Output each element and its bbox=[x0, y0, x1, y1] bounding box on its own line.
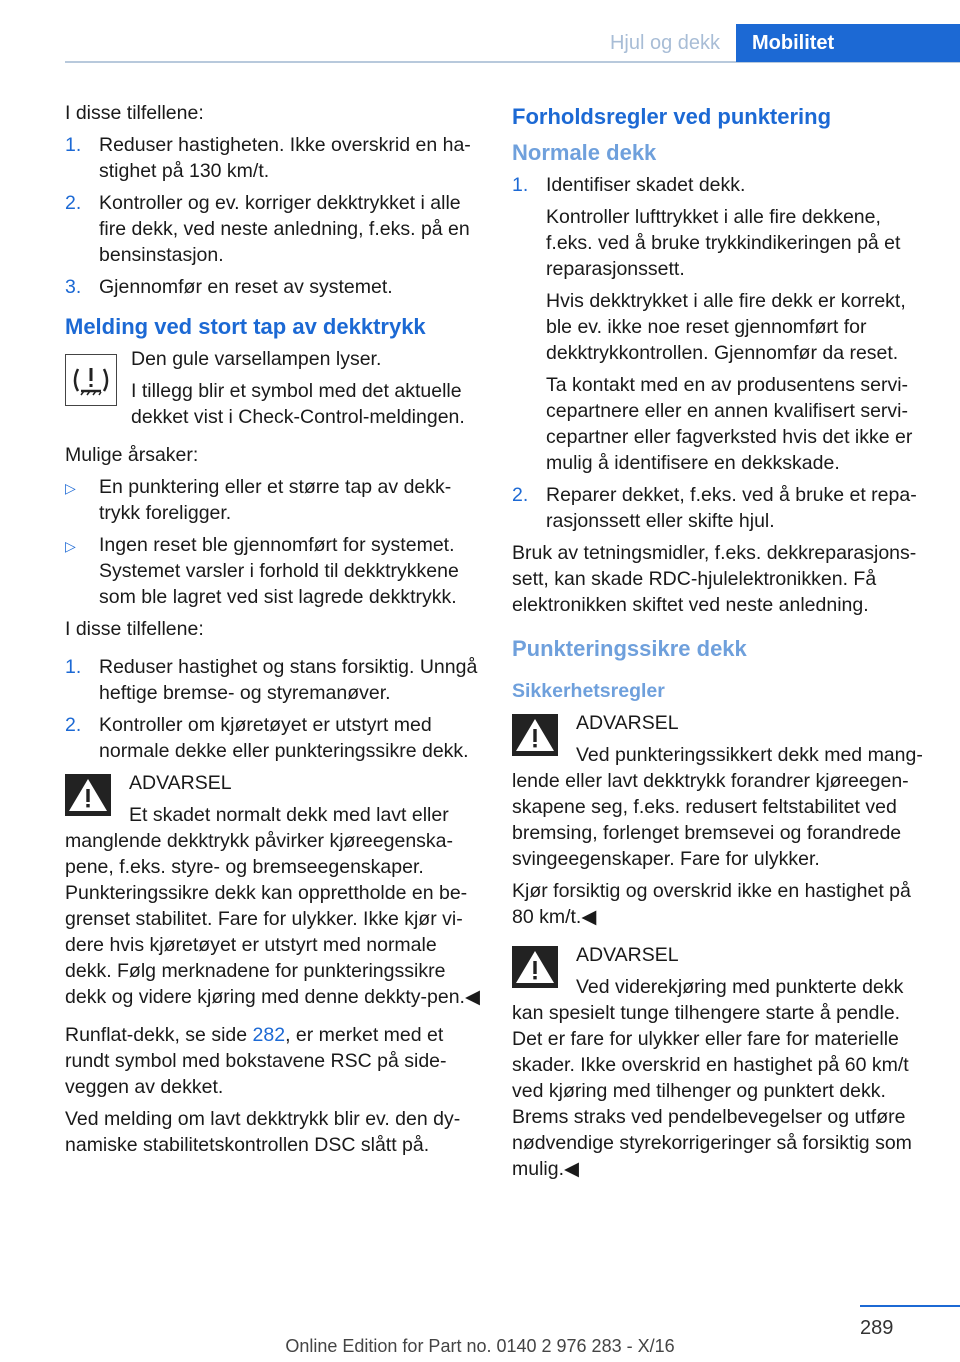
warning-triangle-icon bbox=[65, 774, 111, 816]
repair-steps bbox=[512, 172, 932, 198]
section-heading: Forholdsregler ved punktering bbox=[512, 104, 832, 129]
step-detail: Hvis dekktrykket i alle fire dekk er korrekt, ble ev. ikke noe reset gjennomført for dekktrykkontrollen. Gjennomfør da reset. bbox=[546, 290, 906, 364]
section-heading: Punkteringssikre dekk bbox=[512, 636, 747, 661]
warning-text: Kjør forsiktig og overskrid ikke en hastighet på 80 km/t.◀ bbox=[512, 880, 911, 928]
left-column bbox=[65, 100, 480, 1164]
dsc-text: Ved melding om lavt dekktrykk blir ev. den dy‐namiske stabilitetskontrollen DSC slått på. bbox=[65, 1108, 461, 1156]
repair-steps bbox=[512, 482, 932, 534]
action-list bbox=[65, 132, 480, 300]
warning-text: Ved punkteringssikkert dekk med mang‐lende eller lavt dekktrykk forandrer kjøreegen‐skapene seg, f.eks. redusert feltstabilitet ved bremsing, forlenget bremsevei og forandrede svingeegenskaper. Fare for ulykker. bbox=[512, 744, 923, 870]
causes-list bbox=[65, 474, 480, 610]
tire-pressure-warning-icon bbox=[65, 354, 117, 406]
warning-label: ADVARSEL bbox=[129, 772, 232, 794]
warning-triangle-icon bbox=[512, 714, 558, 756]
warning-block bbox=[512, 942, 932, 1182]
lamp-text: Den gule varsellampen lyser. bbox=[131, 348, 382, 370]
lamp-block bbox=[65, 346, 480, 430]
page-number-rule bbox=[860, 1305, 960, 1307]
warning-block bbox=[512, 710, 932, 930]
causes-label: Mulige årsaker: bbox=[65, 444, 199, 466]
list-item: ▷ En punktering eller et større tap av dekk‐trykk foreligger. bbox=[65, 476, 452, 524]
step-detail: Ta kontakt med en av produsentens servi‐cepartnere eller en annen kvalifisert servi‐cepartner eller fagverksted hvis det ikke er mulig å identifisere en dekkskade. bbox=[546, 374, 913, 474]
section-heading: Melding ved stort tap av dekktrykk bbox=[65, 314, 426, 339]
page-number: 289 bbox=[860, 1317, 894, 1339]
right-column bbox=[512, 100, 932, 1194]
subsection-heading: Normale dekk bbox=[512, 140, 657, 165]
list-item: 3. Gjennomfør en reset av systemet. bbox=[65, 276, 393, 298]
warning-text: Et skadet normalt dekk med lavt eller manglende dekktrykk påvirker kjøreegenska‐pene, f.eks. styre- og bremseegenskaper. Punkteringssikre dekk kan opprettholde en be‐grenset stabilitet. Fare for ulykker. Ikke kjør vi‐dere hvis kjøretøyet er utstyrt med normale dekk. Følg merknadene for punkteringssikre dekk og videre kjøring med denne dekkty‐pen.◀ bbox=[65, 804, 480, 1008]
warning-triangle-icon bbox=[512, 946, 558, 988]
list-item: 1. Identifiser skadet dekk. bbox=[512, 174, 746, 196]
list-item: 2. Kontroller og ev. korriger dekktrykket i alle fire dekk, ved neste anledning, f.eks. på en bensinstasjon. bbox=[65, 192, 470, 266]
step-detail: Kontroller lufttrykket i alle fire dekkene, f.eks. ved å bruke trykkindikeringen på et reparasjonssett. bbox=[546, 206, 901, 280]
edition-footer: Online Edition for Part no. 0140 2 976 283 - X/16 bbox=[285, 1336, 675, 1356]
warning-block bbox=[65, 770, 480, 1010]
bullet-icon: ▷ bbox=[65, 480, 76, 496]
list-item: 1. Reduser hastigheten. Ikke overskrid en ha‐stighet på 130 km/t. bbox=[65, 134, 471, 182]
intro-text: I disse tilfellene: bbox=[65, 618, 204, 640]
section-tab[interactable]: Hjul og dekk bbox=[609, 31, 720, 54]
page-link[interactable]: 282 bbox=[252, 1024, 286, 1046]
chapter-tab[interactable]: Mobilitet bbox=[736, 24, 960, 62]
list-item: 2. Kontroller om kjøretøyet er utstyrt med normale dekke eller punkteringssikre dekk. bbox=[65, 714, 469, 762]
warning-label: ADVARSEL bbox=[576, 712, 679, 734]
action-list bbox=[65, 654, 480, 764]
subsection-heading: Sikkerhetsregler bbox=[512, 680, 665, 702]
warning-text: Ved viderekjøring med punkterte dekk kan spesielt tunge tilhengere starte å pendle. Det er fare for ulykker eller fare for materielle skader. Ikke overskrid en hastighet på 60 km/t ved kjøring med tilhenger og punktert dekk. Brems straks ved pendelbevegelser og utføre nødvendige styrekorrigeringer så forsiktig som mulig.◀ bbox=[512, 976, 912, 1180]
list-item: ▷ Ingen reset ble gjennomført for systemet. Systemet varsler i forhold til dekktrykkene som ble lagret ved sist lagrede dekktrykk. bbox=[65, 534, 459, 608]
runflat-text: Runflat-dekk, se side 282, er merket med et rundt symbol med bokstavene RSC på side‐veggen av dekket. bbox=[65, 1024, 447, 1098]
lamp-text-detail: I tillegg blir et symbol med det aktuelle dekket vist i Check-Control-meldingen. bbox=[131, 380, 465, 428]
list-item: 2. Reparer dekket, f.eks. ved å bruke et repa‐rasjonssett eller skifte hjul. bbox=[512, 484, 917, 532]
warning-label: ADVARSEL bbox=[576, 944, 679, 966]
sealant-text: Bruk av tetningsmidler, f.eks. dekkreparasjons‐sett, kan skade RDC-hjulelektronikken. Få elektronikken skiftet ved neste anledning. bbox=[512, 542, 917, 616]
list-item: 1. Reduser hastighet og stans forsiktig. Unngå heftige bremse- og styremanøver. bbox=[65, 656, 478, 704]
intro-text: I disse tilfellene: bbox=[65, 102, 204, 124]
bullet-icon: ▷ bbox=[65, 538, 76, 554]
